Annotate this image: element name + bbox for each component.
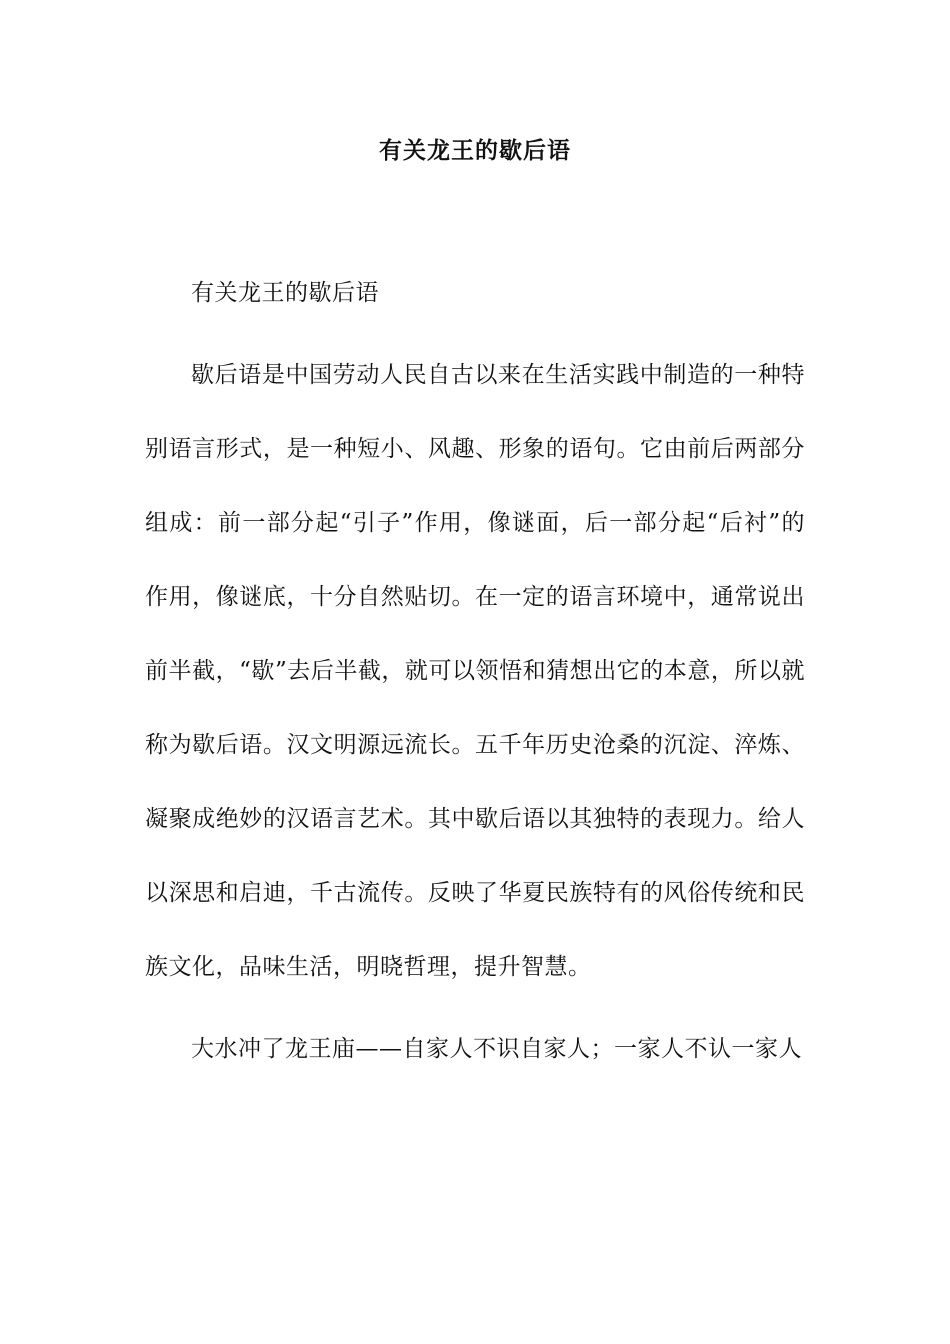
paragraph-subtitle: 有关龙王的歇后语: [191, 280, 379, 306]
paragraph-example: 大水冲了龙王庙——自家人不识自家人；一家人不认一家人: [191, 1036, 802, 1062]
document-title: 有关龙王的歇后语: [379, 137, 571, 164]
document-body: [145, 256, 805, 1094]
paragraph-introduction: 歇后语是中国劳动人民自古以来在生活实践中制造的一种特别语言形式，是一种短小、风趣、形象的语句。它由前后两部分组成：前一部分起“引子”作用，像谜面，后一部分起“后衬”的作用，像谜底，十分自然贴切。在一定的语言环境中，通常说出前半截，“歇”去后半截，就可以领悟和猜想出它的本意，所以就称为歇后语。汉文明源远流长。五千年历史沧桑的沉淀、淬炼、凝聚成绝妙的汉语言艺术。其中歇后语以其独特的表现力。给人以深思和启迪，千古流传。反映了华夏民族特有的风俗传统和民族文化，品味生活，明晓哲理，提升智慧。: [145, 362, 805, 980]
